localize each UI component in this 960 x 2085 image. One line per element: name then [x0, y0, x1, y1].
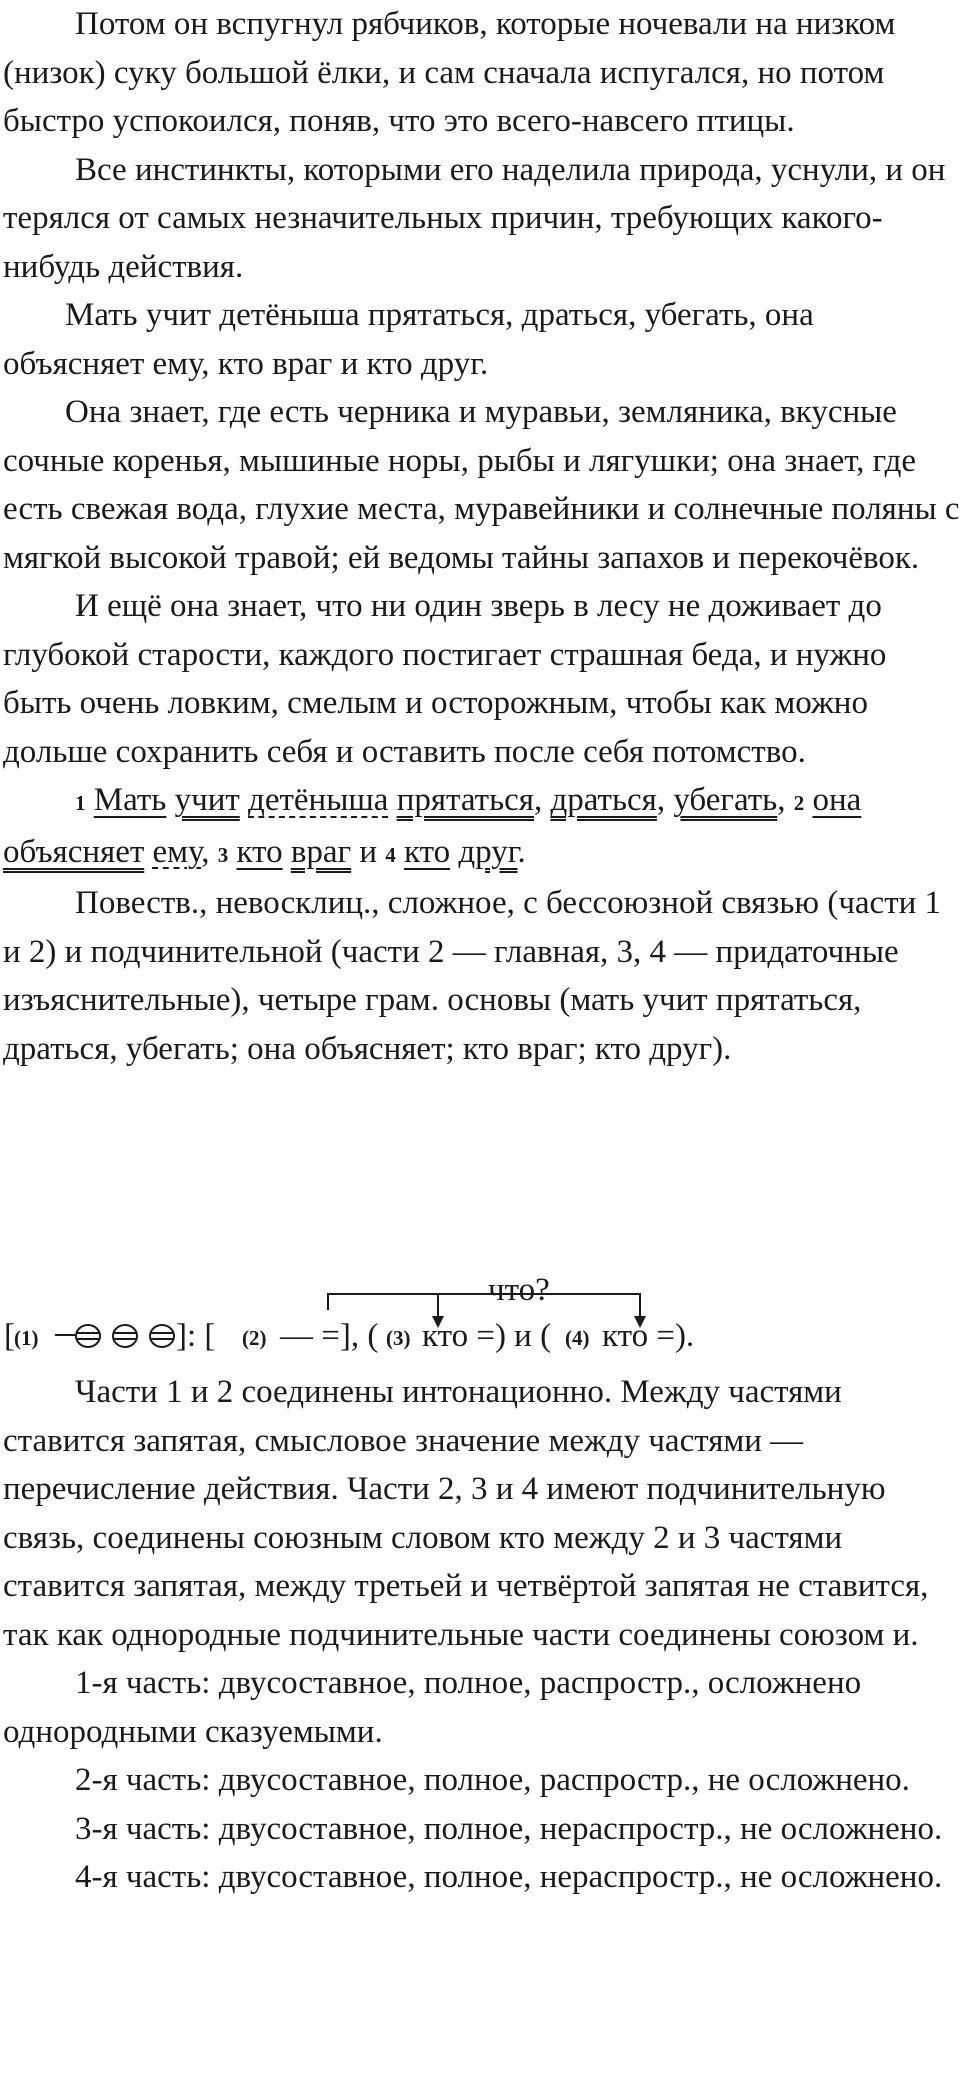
predicate-word: убегать: [673, 782, 778, 818]
parsed-sentence: 1 Мать учит детёныша прятаться, драться, убегать, 2 она объясняет ему, 3 кто враг и 4 кто друг.: [3, 782, 862, 870]
subject-word: кто: [236, 833, 283, 870]
schema-number-3: (3): [386, 1326, 411, 1350]
explanation-paragraph: Части 1 и 2 соединены интонационно. Между частями ставится запятая, смысловое значение между частями — перечисление действия. Части 2, 3 и 4 имеют подчинительную связь, соединены союзным словом кто между 2 и 3 частями ставится запятая, между третьей и четвёртой запятая не ставится, так как однородные подчинительные части соединены союзом и.: [3, 1374, 929, 1653]
schema-question: что?: [488, 1272, 550, 1308]
schema-number-4: (4): [565, 1326, 590, 1350]
part-2-description: 2-я часть: двусоставное, полное, распростр., не осложнено.: [75, 1762, 910, 1798]
schema-number-2: (2): [242, 1326, 267, 1350]
predicate-word: объясняет: [3, 833, 145, 870]
object-word: детёныша: [248, 782, 389, 818]
schema-open-bracket: [: [4, 1318, 15, 1354]
subject-word: кто: [404, 833, 451, 870]
part-number-3: 3: [217, 842, 229, 867]
analysis-paragraph: Повеств., невосклиц., сложное, с бессоюзной связью (части 1 и 2) и подчинительной (части 2 — главная, 3, 4 — придаточные изъяснительные), четыре грам. основы (мать учит прятаться, драться, убегать; она объясняет; кто враг; кто друг).: [3, 885, 942, 1067]
schema-bracket: [328, 1294, 640, 1310]
part-1-description: 1-я часть: двусоставное, полное, распростр., осложнено однородными сказуемыми.: [3, 1665, 862, 1750]
subject-word: Мать: [93, 782, 167, 818]
part-number-1: 1: [75, 791, 86, 815]
part-4-description: 4-я часть: двусоставное, полное, нераспростр., не осложнено.: [75, 1859, 943, 1895]
sentence-schema: [0, 1270, 960, 1370]
subject-word: она: [812, 782, 862, 818]
object-word: ему: [152, 833, 202, 870]
part-3-description: 3-я часть: двусоставное, полное, нераспростр., не осложнено.: [75, 1810, 943, 1847]
predicate-word: друг: [458, 833, 518, 870]
schema-part-4: кто =).: [602, 1318, 695, 1354]
paragraph-5: И ещё она знает, что ни один зверь в лесу не доживает до глубокой старости, каждого постигает страшная беда, и нужно быть очень ловким, смелым и осторожным, чтобы как можно дольше сохранить себя и оставить после себя потомство.: [3, 588, 887, 770]
conjunction-word: и: [359, 833, 378, 870]
homogeneous-predicate-marks: [76, 1325, 174, 1347]
text-body-lower: [3, 1368, 960, 1902]
predicate-word: драться: [550, 782, 657, 818]
predicate-word: враг: [290, 833, 352, 870]
predicate-word: учит: [174, 782, 240, 818]
schema-part-3: кто =) и (: [422, 1318, 552, 1354]
schema-part-2: — =], (: [280, 1318, 379, 1354]
paragraph-4: Она знает, где есть черника и муравьи, земляника, вкусные сочные коренья, мышиные норы, рыбы и лягушки; она знает, где есть свежая вода, глухие места, муравейники и солнечные поляны с мягкой высокой травой; ей ведомы тайны запахов и перекочёвок.: [3, 394, 960, 576]
text-body: [3, 0, 960, 1073]
part-number-4: 4: [385, 842, 396, 867]
paragraph-2: Все инстинкты, которыми его наделила природа, уснули, и он терялся от самых незначительных причин, требующих какого-нибудь действия.: [3, 151, 946, 285]
schema-part-1-close: ]: [: [176, 1318, 216, 1354]
schema-number-1: (1): [14, 1326, 39, 1350]
part-number-2: 2: [793, 791, 805, 815]
predicate-word: прятаться: [396, 782, 534, 818]
paragraph-3: Мать учит детёныша прятаться, драться, убегать, она объясняет ему, кто враг и кто друг.: [3, 297, 814, 382]
paragraph-1: Потом он вспугнул рябчиков, которые ночевали на низком (низок) суку большой ёлки, и сам сначала испугался, но потом быстро успокоился, поняв, что это всего-навсего птицы.: [3, 6, 896, 139]
